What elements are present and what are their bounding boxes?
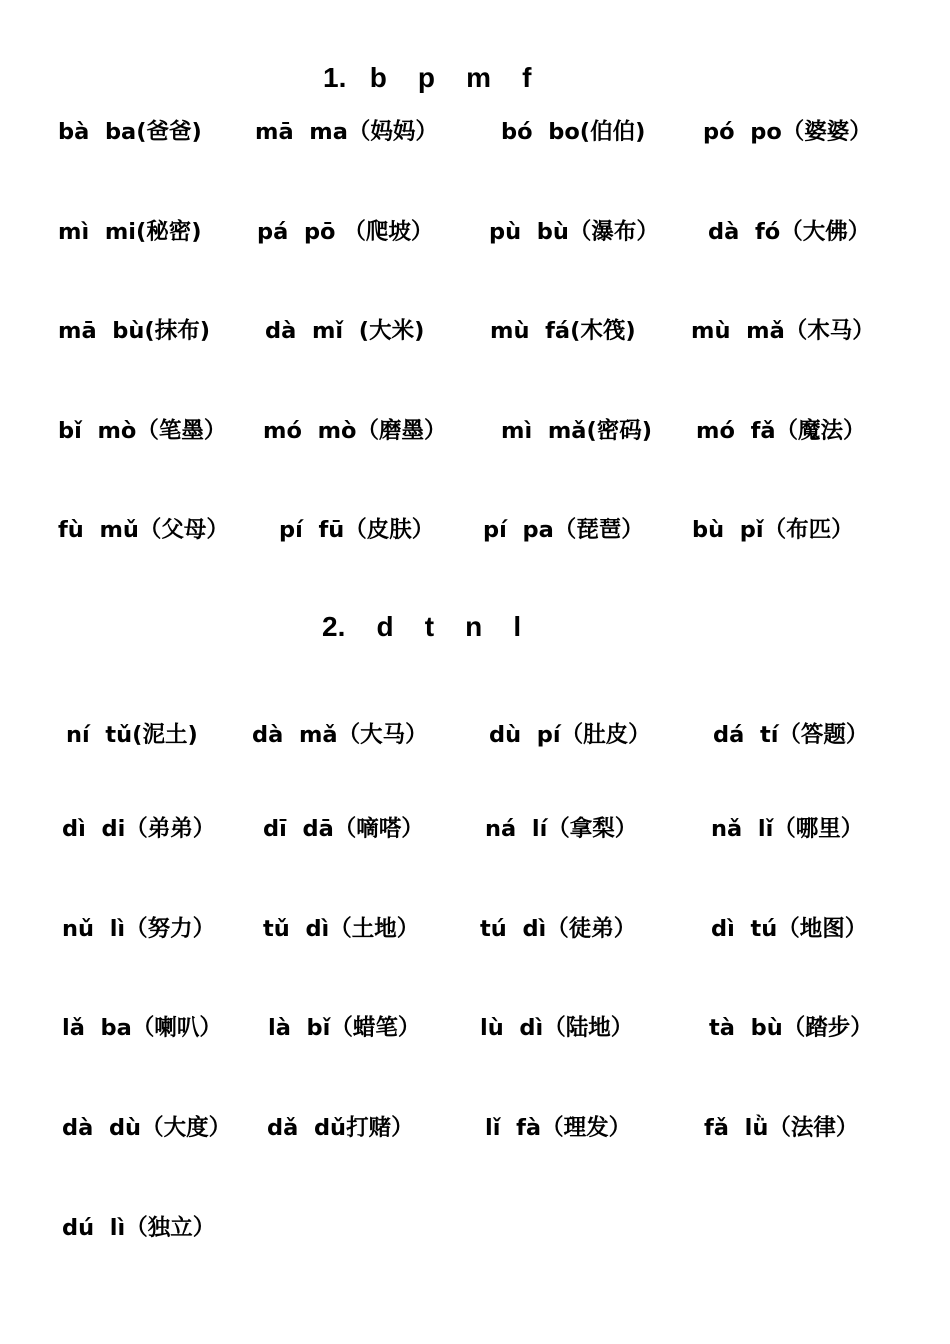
word-entry: bù pǐ（布匹）	[692, 517, 854, 543]
word-entry: dà mǎ（大马）	[252, 722, 428, 748]
word-entry: pù bù（瀑布）	[489, 219, 659, 245]
word-entry: nǔ lì（努力）	[62, 916, 216, 942]
word-entry: dù pí（肚皮）	[489, 722, 651, 748]
word-entry: mù fá(木筏)	[490, 318, 636, 344]
word-entry: dà mǐ (大米)	[265, 318, 425, 344]
word-entry: pí fū（皮肤）	[279, 517, 435, 543]
word-entry: bó bo(伯伯)	[501, 119, 646, 145]
word-entry: lǐ fà（理发）	[485, 1115, 632, 1141]
word-entry: mó fǎ（魔法）	[696, 418, 866, 444]
word-entry: fǎ lǜ（法律）	[704, 1115, 859, 1141]
word-entry: mó mò（磨墨）	[263, 418, 447, 444]
word-entry: lù dì（陆地）	[480, 1015, 634, 1041]
word-entry: ná lí（拿梨）	[485, 816, 638, 842]
word-entry: là bǐ（蜡笔）	[268, 1015, 421, 1041]
word-entry: pá pō （爬坡）	[257, 219, 434, 245]
word-entry: dì di（弟弟）	[62, 816, 216, 842]
word-entry: pó po（婆婆）	[703, 119, 872, 145]
word-entry: mù mǎ（木马）	[691, 318, 875, 344]
word-entry: dà fó（大佛）	[708, 219, 871, 245]
word-entry: nǎ lǐ（哪里）	[711, 816, 864, 842]
section-heading-bpmf: 1. b p m f	[323, 62, 532, 93]
word-entry: mì mǎ(密码)	[501, 418, 653, 444]
word-entry: dǎ dǔ打赌）	[267, 1115, 414, 1141]
section-heading-dtnl: 2. d t n l	[322, 611, 522, 642]
word-entry: ní tǔ(泥土)	[66, 722, 198, 748]
word-entry: tú dì（徒弟）	[480, 916, 637, 942]
word-entry: pí pa（琵琶）	[483, 517, 644, 543]
word-entry: dú lì（独立）	[62, 1215, 216, 1241]
word-entry: mā bù(抹布)	[58, 318, 210, 344]
word-entry: lǎ ba（喇叭）	[62, 1015, 222, 1041]
word-entry: dì tú（地图）	[711, 916, 868, 942]
word-entry: dá tí（答题）	[713, 722, 869, 748]
word-entry: bà ba(爸爸)	[58, 119, 202, 145]
word-entry: mì mi(秘密)	[58, 219, 202, 245]
word-entry: tà bù（踏步）	[709, 1015, 873, 1041]
word-entry: tǔ dì（土地）	[263, 916, 420, 942]
word-entry: fù mǔ（父母）	[58, 517, 229, 543]
word-entry: dà dù（大度）	[62, 1115, 232, 1141]
word-entry: bǐ mò（笔墨）	[58, 418, 227, 444]
word-entry: mā ma（妈妈）	[255, 119, 438, 145]
word-entry: dī dā（嘀嗒）	[263, 816, 424, 842]
